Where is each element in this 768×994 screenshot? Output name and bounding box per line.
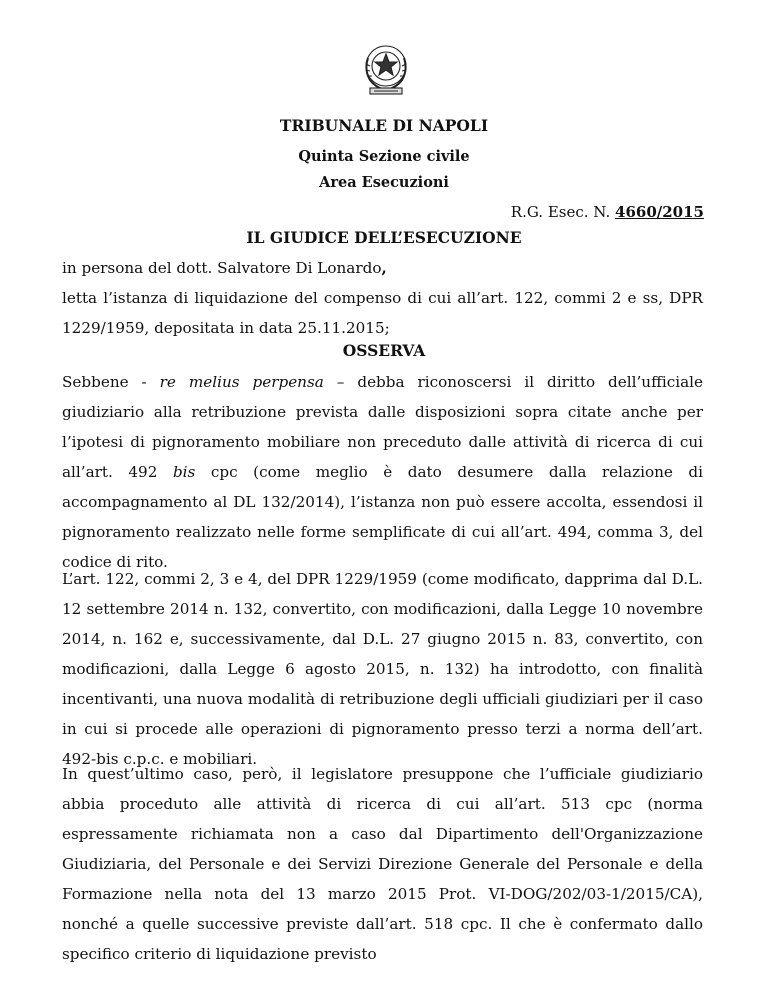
paragraph-2-text: L’art. 122, commi 2, 3 e 4, del DPR 1229/1959 (come modificato, dapprima dal D.L. 12 settembre 2014 n. 132, convertito, con modificazioni, dalla Legge 10 novembre 2014, n. 162 e, successivamente, dal D.L. 27 giugno 2015 n. 83, convertito, con modificazioni, dalla Legge 6 agosto 2015, n. 132) ha introdotto, con finalità incentivanti, una nuova modalità di retribuzione degli ufficiali giudiziari per il caso in cui si procede alle operazioni di pignoramento presso terzi a norma dell’art. 492-bis c.p.c. e mobiliari. bbox=[62, 570, 703, 768]
bis-word: bis bbox=[172, 463, 196, 481]
judge-person-comma: , bbox=[381, 259, 387, 277]
intro-block bbox=[62, 253, 703, 343]
paragraph-3-text: In quest’ultimo caso, però, il legislatore presuppone che l’ufficiale giudiziario abbia proceduto alle attività di ricerca di cui all’art. 513 cpc (norma espressamente richiamata non a caso dal Dipartimento dell'Organizzazione Giudiziaria, del Personale e dei Servizi Direzione Generale del Personale e della Formazione nella nota del 13 marzo 2015 Prot. VI-DOG/202/03-1/2015/CA), nonché a quelle successive previste dall’art. 518 cpc. Il che è confermato dallo specifico criterio di liquidazione previsto bbox=[62, 765, 703, 963]
republic-emblem-icon bbox=[360, 40, 412, 98]
p1-part-b: – debba riconoscersi il diritto dell’ufficiale giudiziario alla retribuzione prevista dalle disposizioni sopra citate anche per l’ipotesi di pignoramento mobiliare non preceduto dalle attività di ricerca di cui all’art. 492 bbox=[62, 373, 703, 481]
judge-person: in persona del dott. Salvatore Di Lonardo bbox=[62, 259, 382, 277]
section-name: Quinta Sezione civile bbox=[298, 148, 470, 165]
p1-part-c: cpc (come meglio è dato desumere dalla relazione di accompagnamento al DL 132/2014), l’istanza non può essere accolta, essendosi il pignoramento realizzato nelle forme semplificate di cui all’art. 494, comma 3, del codice di rito. bbox=[62, 463, 703, 571]
area-name: Area Esecuzioni bbox=[319, 174, 449, 191]
judge-title: IL GIUDICE DELL’ESECUZIONE bbox=[246, 228, 522, 247]
court-name: TRIBUNALE DI NAPOLI bbox=[279, 116, 489, 135]
request-paragraph: letta l’istanza di liquidazione del compenso di cui all’art. 122, commi 2 e ss, DPR 1229/1959, depositata in data 25.11.2015; bbox=[62, 289, 703, 337]
observe-heading: OSSERVA bbox=[342, 341, 426, 360]
latin-phrase: re melius perpensa bbox=[159, 373, 324, 391]
paragraph-1 bbox=[62, 367, 703, 577]
p1-part-a: Sebbene - bbox=[62, 373, 160, 391]
paragraph-3 bbox=[62, 759, 703, 969]
judge-person-line bbox=[62, 253, 703, 283]
case-reference-label: R.G. Esec. N. bbox=[510, 203, 611, 221]
case-number: 4660/2015 bbox=[615, 203, 704, 221]
case-reference bbox=[511, 203, 704, 221]
paragraph-2 bbox=[62, 564, 703, 774]
paragraph-1-text bbox=[62, 367, 703, 577]
